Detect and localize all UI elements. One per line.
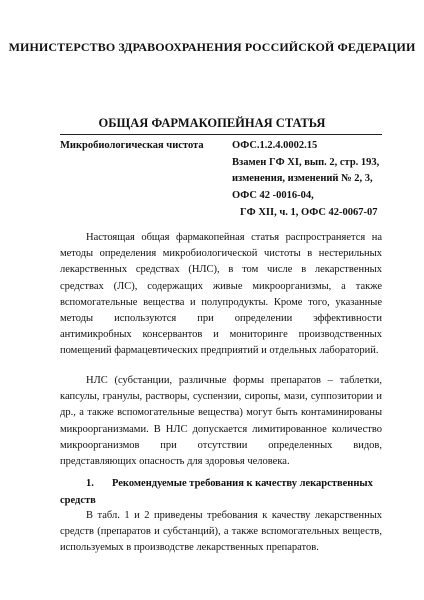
section-title: Рекомендуемые требования к качеству лекарственных средств bbox=[60, 478, 373, 506]
replaces-line-3: ОФС 42 -0016-04, bbox=[232, 190, 314, 201]
contamination-paragraph: НЛС (субстанции, различные формы препаратов – таблетки, капсулы, гранулы, растворы, суспензии, сиропы, мази, суппозитории и др., а также вспомогательные вещества) могут быть контаминированы микроорганизмами. В НЛС допускается лимитированное количество микроорганизмов при отсутствии определенных видов, представляющих опасность для здоровья человека. bbox=[60, 375, 382, 468]
replaces-line-4: ГФ XII, ч. 1, ОФС 42-0067-07 bbox=[240, 207, 378, 218]
section-heading bbox=[60, 476, 382, 509]
title-divider bbox=[60, 134, 382, 135]
requirements-paragraph: В табл. 1 и 2 приведены требования к качеству лекарственных средств (препаратов и субстанций), а также вспомогательных веществ, используемых в производстве лекарственных препаратов. bbox=[60, 510, 382, 554]
article-code: ОФС.1.2.4.0002.15 bbox=[232, 140, 318, 151]
document-title: ОБЩАЯ ФАРМАКОПЕЙНАЯ СТАТЬЯ bbox=[98, 116, 326, 130]
intro-paragraph: Настоящая общая фармакопейная статья распространяется на методы определения микробиологической чистоты в нестерильных лекарственных средствах (НЛС), в том числе в лекарственных средствах (ЛС), содержащих живые микроорганизмы, а также вспомогательные вещества и полупродукты. Кроме того, указанные методы используются при определении эффективности антимикробных консервантов и мониторинге производственных помещений фармацевтических предприятий и отдельных лабораторий. bbox=[60, 232, 382, 357]
ministry-heading: МИНИСТЕРСТВО ЗДРАВООХРАНЕНИЯ РОССИЙСКОЙ ФЕДЕРАЦИИ bbox=[8, 40, 416, 54]
section-number: 1. bbox=[86, 478, 94, 489]
replaces-line-1: Взамен ГФ XI, вып. 2, стр. 193, bbox=[232, 157, 380, 168]
article-subject: Микробиологическая чистота bbox=[60, 140, 204, 151]
replaces-line-2: изменения, изменений № 2, 3, bbox=[232, 173, 373, 184]
